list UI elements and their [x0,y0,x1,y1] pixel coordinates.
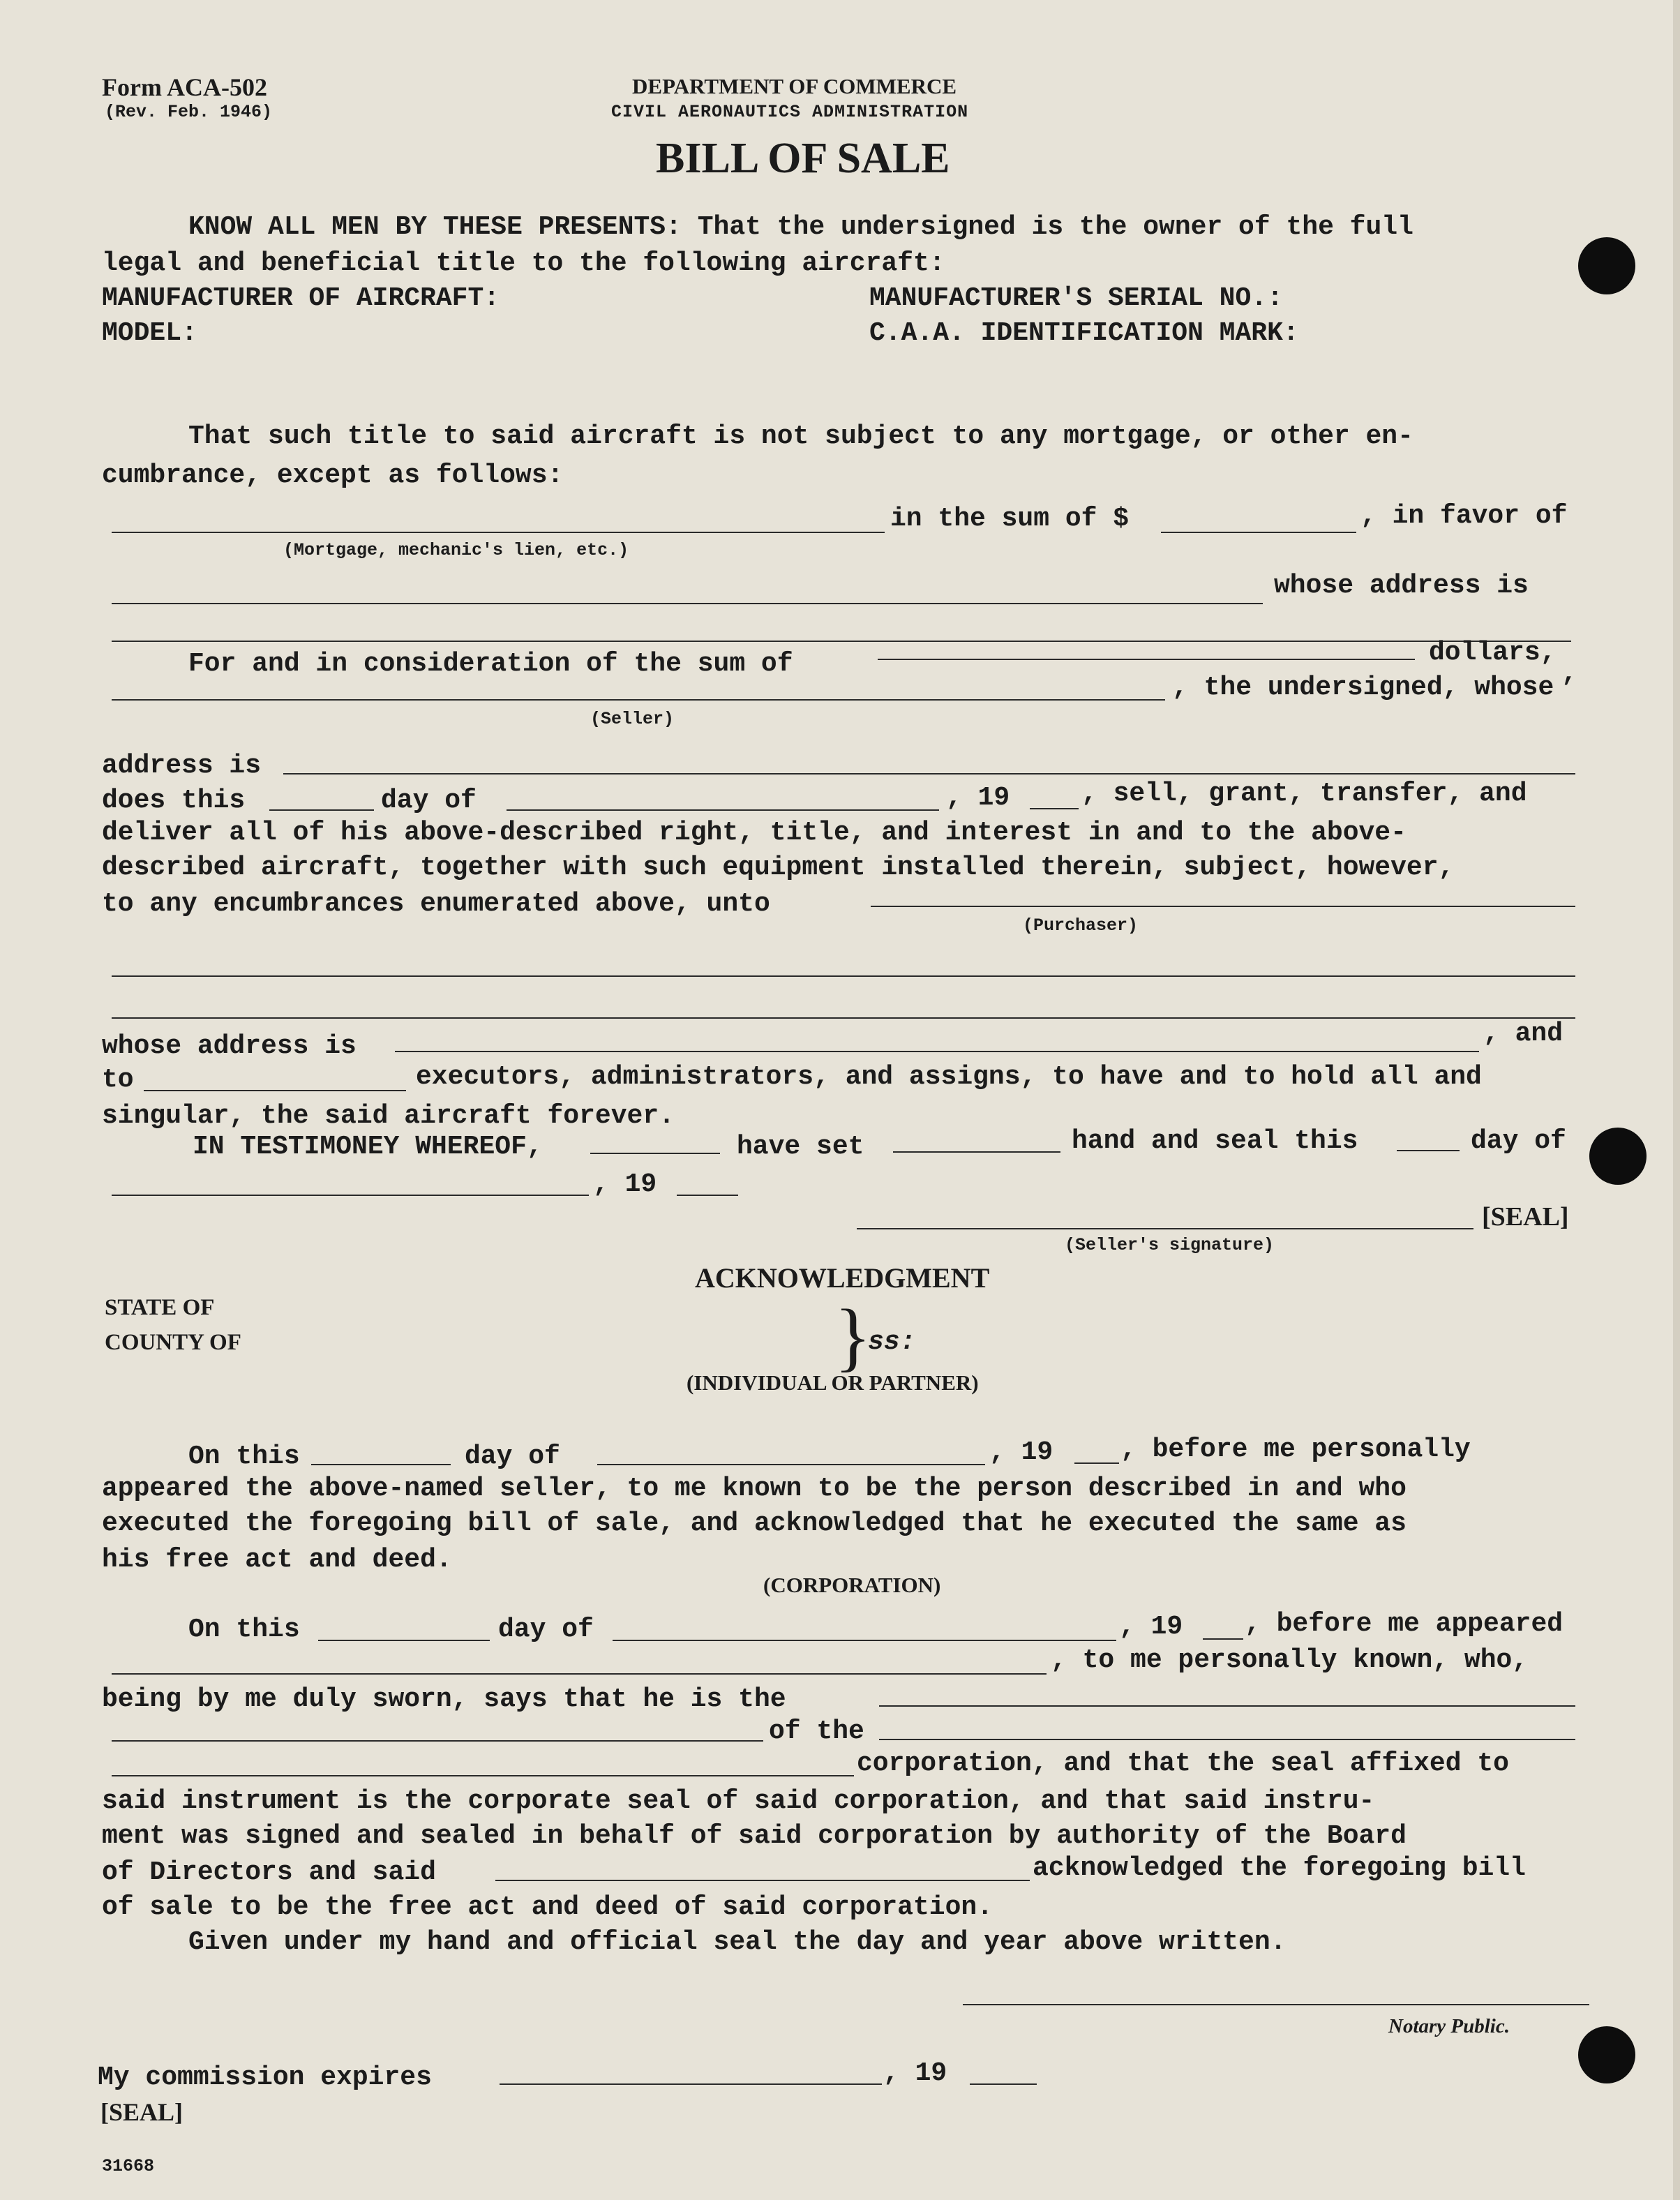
ack-month-field[interactable] [597,1464,985,1465]
undersigned-label: , the undersigned, whose [1172,673,1554,703]
commission-year-field[interactable] [970,2083,1037,2085]
officer-title-field[interactable] [879,1705,1575,1707]
sum-label: in the sum of $ [890,504,1130,534]
testimony-pronoun-field[interactable] [893,1151,1060,1153]
binder-hole-middle [1589,1128,1647,1185]
of-the-label: of the [769,1716,864,1746]
executed-line: executed the foregoing bill of sale, and acknowledged that he executed the same as [102,1509,1407,1539]
corp-day-of-label: day of [498,1615,594,1645]
day-of-label: day of [381,786,477,816]
form-number: Form ACA-502 [102,73,267,101]
administration-name: CIVIL AERONAUTICS ADMINISTRATION [611,102,969,122]
encumbrance-line-2: cumbrance, except as follows: [102,461,564,491]
testimony-year-prefix: , 19 [593,1169,657,1199]
purchaser-line-3[interactable] [112,1017,1575,1019]
page-edge [1673,0,1680,2200]
seller-signature-field[interactable] [857,1228,1473,1229]
sell-grant-label: , sell, grant, transfer, and [1081,779,1527,809]
ss-label: ss: [868,1327,916,1357]
intro-line-2: legal and beneficial title to the following aircraft: [102,248,945,278]
does-this-label: does this [102,786,246,816]
print-code: 31668 [102,2156,155,2176]
to-label: to [102,1065,134,1095]
ack-day-field[interactable] [311,1464,451,1465]
dollars-label: dollars, [1429,638,1557,668]
mortgage-type-field[interactable] [112,532,885,533]
officer-title-line-2[interactable] [112,1740,763,1742]
and-label: , and [1483,1019,1563,1049]
executors-line: executors, administrators, and assigns, to have and to hold all and [416,1062,1482,1092]
corporation-caption: (CORPORATION) [763,1573,941,1597]
consideration-label: For and in consideration of the sum of [188,649,793,679]
testimony-day-of-label: day of [1471,1126,1566,1156]
heirs-field[interactable] [144,1090,406,1091]
corp-officer-field[interactable] [495,1880,1030,1881]
sale-day-field[interactable] [269,809,374,811]
corp-year-prefix: , 19 [1119,1612,1183,1642]
purchaser-address-field[interactable] [395,1051,1479,1052]
have-set-label: have set [737,1132,864,1162]
sale-year-field[interactable] [1030,808,1079,809]
mortgage-caption: (Mortgage, mechanic's lien, etc.) [283,540,629,560]
encumbrance-line-1: That such title to said aircraft is not subject to any mortgage, or other en- [188,421,1413,451]
sale-month-field[interactable] [507,809,939,811]
commission-label: My commission expires [98,2063,432,2093]
binder-hole-top [1578,237,1635,294]
intro-line-1: KNOW ALL MEN BY THESE PRESENTS: That the undersigned is the owner of the full [188,212,1413,242]
address-label: whose address is [1274,571,1529,601]
favor-label: , in favor of [1360,501,1568,531]
serial-number-label: MANUFACTURER'S SERIAL NO.: [869,283,1283,313]
ack-day-of-label: day of [465,1442,560,1472]
being-sworn-label: being by me duly sworn, says that he is the [102,1684,786,1714]
notary-public-label: Notary Public. [1388,2015,1510,2037]
page-title: BILL OF SALE [656,135,950,182]
before-personally-label: , before me personally [1120,1435,1471,1465]
acknowledgment-title: ACKNOWLEDGMENT [695,1262,990,1294]
testimony-year-field[interactable] [677,1195,738,1196]
sum-amount-field[interactable] [1161,532,1356,533]
corporation-name-field[interactable] [879,1739,1575,1740]
acknowledged-bill-label: acknowledged the foregoing bill [1033,1853,1526,1883]
seller-address-field[interactable] [283,773,1575,775]
seller-caption: (Seller) [590,709,675,729]
corp-year-field[interactable] [1203,1638,1243,1640]
appeared-line: appeared the above-named seller, to me known to be the person described in and who [102,1474,1407,1504]
instrument-line: said instrument is the corporate seal of said corporation, and that said instru- [102,1786,1375,1816]
seller-name-field[interactable] [112,699,1165,701]
personally-known-label: , to me personally known, who, [1051,1645,1529,1675]
of-directors-label: of Directors and said [102,1857,436,1887]
encumbrance-address-field[interactable] [112,641,1571,642]
testimony-party-field[interactable] [590,1153,720,1154]
ack-year-prefix: , 19 [989,1437,1053,1467]
department-name: DEPARTMENT OF COMMERCE [632,74,957,98]
corp-day-field[interactable] [318,1640,490,1641]
notary-signature-field[interactable] [963,2004,1589,2005]
free-act-line: his free act and deed. [102,1545,452,1575]
purchaser-name-field[interactable] [871,906,1575,907]
before-appeared-label: , before me appeared [1245,1609,1563,1639]
county-of-label: COUNTY OF [105,1330,241,1355]
ack-on-this-label: On this [188,1442,300,1472]
seller-seal: [SEAL] [1482,1202,1569,1232]
singular-line: singular, the said aircraft forever. [102,1101,675,1131]
hand-seal-label: hand and seal this [1072,1126,1358,1156]
consideration-amount-field[interactable] [878,659,1415,660]
comma: , [1561,659,1577,689]
corp-officer-name-field[interactable] [112,1673,1047,1675]
seller-signature-caption: (Seller's signature) [1065,1235,1275,1255]
purchaser-caption: (Purchaser) [1023,915,1139,936]
corporation-name-line-2[interactable] [112,1775,854,1776]
state-of-label: STATE OF [105,1295,215,1320]
purchaser-address-label: whose address is [102,1031,357,1061]
corp-on-this-label: On this [188,1615,300,1645]
individual-caption: (INDIVIDUAL OR PARTNER) [687,1370,979,1395]
testimony-day-field[interactable] [1397,1150,1460,1151]
model-label: MODEL: [102,318,197,348]
described-line: described aircraft, together with such equipment installed therein, subject, however, [102,853,1455,883]
ack-year-field[interactable] [1074,1462,1119,1464]
corporation-seal-label: corporation, and that the seal affixed to [857,1749,1509,1779]
favor-of-field[interactable] [112,603,1263,604]
identification-mark-label: C.A.A. IDENTIFICATION MARK: [869,318,1299,348]
deliver-line: deliver all of his above-described right, title, and interest in and to the above- [102,818,1407,848]
binder-hole-bottom [1578,2026,1635,2083]
ss-brace: } [834,1294,871,1379]
given-line: Given under my hand and official seal the day and year above written. [188,1927,1287,1957]
of-sale-line: of sale to be the free act and deed of said corporation. [102,1892,993,1922]
notary-seal: [SEAL] [100,2098,183,2126]
testimony-month-field[interactable] [112,1195,589,1196]
corp-month-field[interactable] [613,1640,1116,1641]
seller-address-label: address is [102,751,262,781]
purchaser-line-2[interactable] [112,975,1575,977]
unto-line: to any encumbrances enumerated above, unto [102,889,770,919]
form-revision: (Rev. Feb. 1946) [105,102,273,122]
manufacturer-label: MANUFACTURER OF AIRCRAFT: [102,283,500,313]
ment-line: ment was signed and sealed in behalf of said corporation by authority of the Board [102,1821,1407,1851]
year-prefix: , 19 [946,783,1010,813]
testimony-label: IN TESTIMONEY WHEREOF, [193,1132,543,1162]
commission-expiry-field[interactable] [500,2083,882,2085]
commission-year-prefix: , 19 [883,2058,947,2088]
